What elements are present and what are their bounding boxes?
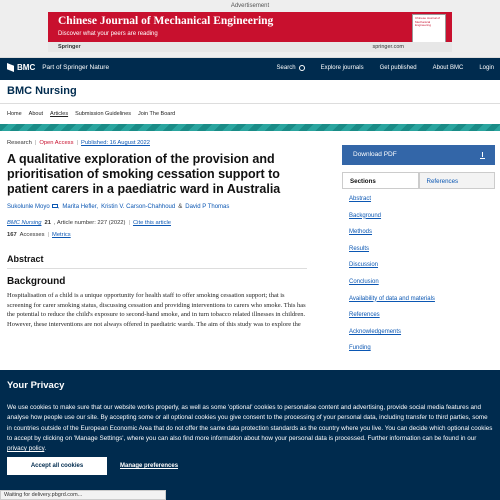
nav-join-the-board[interactable]: Join The Board bbox=[138, 111, 176, 117]
section-link-methods[interactable]: Methods bbox=[349, 229, 373, 236]
section-link-funding[interactable]: Funding bbox=[349, 345, 371, 352]
ad-label: Advertisement bbox=[230, 3, 270, 9]
manage-preferences-button[interactable]: Manage preferences bbox=[120, 463, 179, 469]
section-list bbox=[342, 196, 495, 362]
background-heading: Background bbox=[7, 276, 66, 287]
journal-title[interactable]: BMC Nursing bbox=[7, 85, 77, 97]
section-link-acknowledgements[interactable]: Acknowledgements bbox=[349, 328, 402, 335]
decorative-stripe bbox=[0, 124, 500, 131]
article-meta: Research | Open Access | Published: 16 August 2022 bbox=[7, 140, 150, 146]
cite-this-article-link[interactable]: Cite this article bbox=[132, 220, 171, 226]
cookie-consent-banner bbox=[0, 370, 500, 500]
author-list bbox=[7, 204, 307, 210]
author-separator: & bbox=[178, 204, 183, 210]
bmc-logo[interactable] bbox=[7, 63, 109, 72]
ad-footer bbox=[48, 42, 452, 52]
about-bmc-link[interactable]: About BMC bbox=[432, 65, 464, 71]
open-access-badge: Open Access bbox=[39, 140, 74, 146]
journal-header bbox=[0, 80, 500, 104]
article-title: A qualitative exploration of the provision and prioritisation of smoking cessation support to patient carers in a paediatric ward in Australia bbox=[7, 152, 281, 196]
nav-submission-guidelines[interactable]: Submission Guidelines bbox=[75, 111, 132, 117]
get-published-link[interactable]: Get published bbox=[379, 65, 417, 71]
search-icon bbox=[299, 65, 305, 71]
search-label: Search bbox=[276, 65, 296, 71]
section-link-abstract[interactable]: Abstract bbox=[349, 196, 372, 202]
sidebar-tabs bbox=[342, 172, 495, 189]
ad-banner[interactable] bbox=[48, 12, 452, 52]
springer-logo: Springer bbox=[58, 44, 81, 50]
ad-title: Chinese Journal of Mechanical Engineering bbox=[58, 15, 274, 27]
explore-journals-link[interactable]: Explore journals bbox=[320, 65, 364, 71]
search-button[interactable] bbox=[277, 65, 305, 71]
journal-link[interactable]: BMC Nursing bbox=[7, 220, 42, 226]
section-link-results[interactable]: Results bbox=[349, 245, 370, 252]
cookie-body: We use cookies to make sure that our website works properly, as well as some 'optional' cookies to personalise content and advertising, provide social media features and analyse how people use our site. By accepting some or all optional cookies you give consent to the processing of your personal data, including transfer to third parties, some in countries outside of the European Economic Area that do not offer the same data protection standards as the country where you live. You can decide which optional cookies to accept by clicking on 'Manage Settings', where you can also find more information about how your personal data is processed. Further information can be found in our bbox=[7, 404, 493, 442]
accesses-label: Accesses bbox=[19, 232, 45, 238]
nav-home[interactable]: Home bbox=[7, 111, 22, 117]
article-sidebar bbox=[342, 145, 495, 362]
tab-sections[interactable]: Sections bbox=[342, 172, 419, 188]
springer-tagline: Part of Springer Nature bbox=[42, 64, 110, 71]
nav-articles[interactable]: Articles bbox=[50, 111, 69, 117]
ad-journal-cover: Chinese Journal of Mechanical Engineering bbox=[412, 14, 446, 50]
abstract-heading: Abstract bbox=[7, 254, 307, 269]
volume: 21 bbox=[44, 220, 51, 226]
email-icon bbox=[52, 204, 58, 208]
section-link-background[interactable]: Background bbox=[349, 212, 382, 219]
metrics-line: 167 Accesses | Metrics bbox=[7, 232, 71, 238]
browser-status-bar: Waiting for delivery.pbgrd.com... bbox=[0, 490, 166, 500]
download-pdf-button[interactable] bbox=[342, 145, 495, 165]
nav-about[interactable]: About bbox=[28, 111, 44, 117]
author-link[interactable]: Sukolunle Moyo , bbox=[7, 204, 60, 210]
citation-line: BMC Nursing 21 , Article number: 227 (2022) | Cite this article bbox=[7, 220, 171, 226]
bmc-logo-text: BMC bbox=[17, 63, 36, 72]
privacy-policy-link[interactable]: privacy policy bbox=[7, 445, 45, 453]
cookie-text: We use cookies to make sure that our website works properly, as well as some 'optional' cookies to personalise content and advertising, provide social media features and analyse how people use our site. By accepting some or all optional cookies you give consent to the processing of your personal data, including transfer to third parties, some in countries outside of the European Economic Area that do not offer the same data protection standards as the country where you live. You can decide which optional cookies to accept by clicking on 'Manage Settings', where you can also find more information about how your personal data is processed. Further information can be found in our privacy policy. bbox=[7, 404, 493, 453]
advertisement-area bbox=[0, 0, 500, 58]
article-number: , Article number: 227 (2022) bbox=[53, 220, 126, 226]
download-icon bbox=[480, 152, 485, 159]
author-link[interactable]: Marita Hefler, bbox=[62, 204, 99, 210]
author-link[interactable]: David P Thomas bbox=[185, 204, 230, 210]
metrics-link[interactable]: Metrics bbox=[52, 232, 71, 238]
section-link-references[interactable]: References bbox=[349, 312, 380, 319]
article-main bbox=[7, 140, 307, 329]
section-link-discussion[interactable]: Discussion bbox=[349, 262, 379, 269]
download-pdf-label: Download PDF bbox=[353, 151, 397, 158]
tab-references[interactable]: References bbox=[419, 172, 496, 188]
ad-url: springer.com bbox=[372, 44, 404, 50]
cookie-heading: Your Privacy bbox=[7, 380, 65, 391]
login-link[interactable]: Login bbox=[479, 65, 494, 71]
top-nav-links bbox=[277, 65, 494, 71]
ad-subtitle: Discover what your peers are reading bbox=[58, 31, 158, 37]
section-link-data-availability[interactable]: Availability of data and materials bbox=[349, 295, 435, 302]
published-date[interactable]: Published: 16 August 2022 bbox=[81, 140, 150, 146]
top-navigation bbox=[0, 58, 500, 80]
accept-all-cookies-button[interactable]: Accept all cookies bbox=[7, 457, 107, 475]
accesses-count: 167 bbox=[7, 232, 17, 238]
author-link[interactable]: Kristin V. Carson-Chahhoud bbox=[101, 204, 176, 210]
bmc-logo-icon bbox=[7, 63, 14, 72]
journal-nav bbox=[0, 104, 500, 124]
section-link-conclusion[interactable]: Conclusion bbox=[349, 278, 379, 285]
abstract-paragraph: Hospitalisation of a child is a unique opportunity for health staff to offer smoking cessation support; that is screening for carer smoking status, discussing cessation and providing interventions to carers who smoke. This has the potential to reduce the child's exposure to second-hand smoke, and in turn tobacco related illnesses in children. However, these interventions are not always offered in paediatric wards. The aim of this study was to explore the bbox=[7, 292, 306, 328]
article-type: Research bbox=[7, 140, 32, 146]
